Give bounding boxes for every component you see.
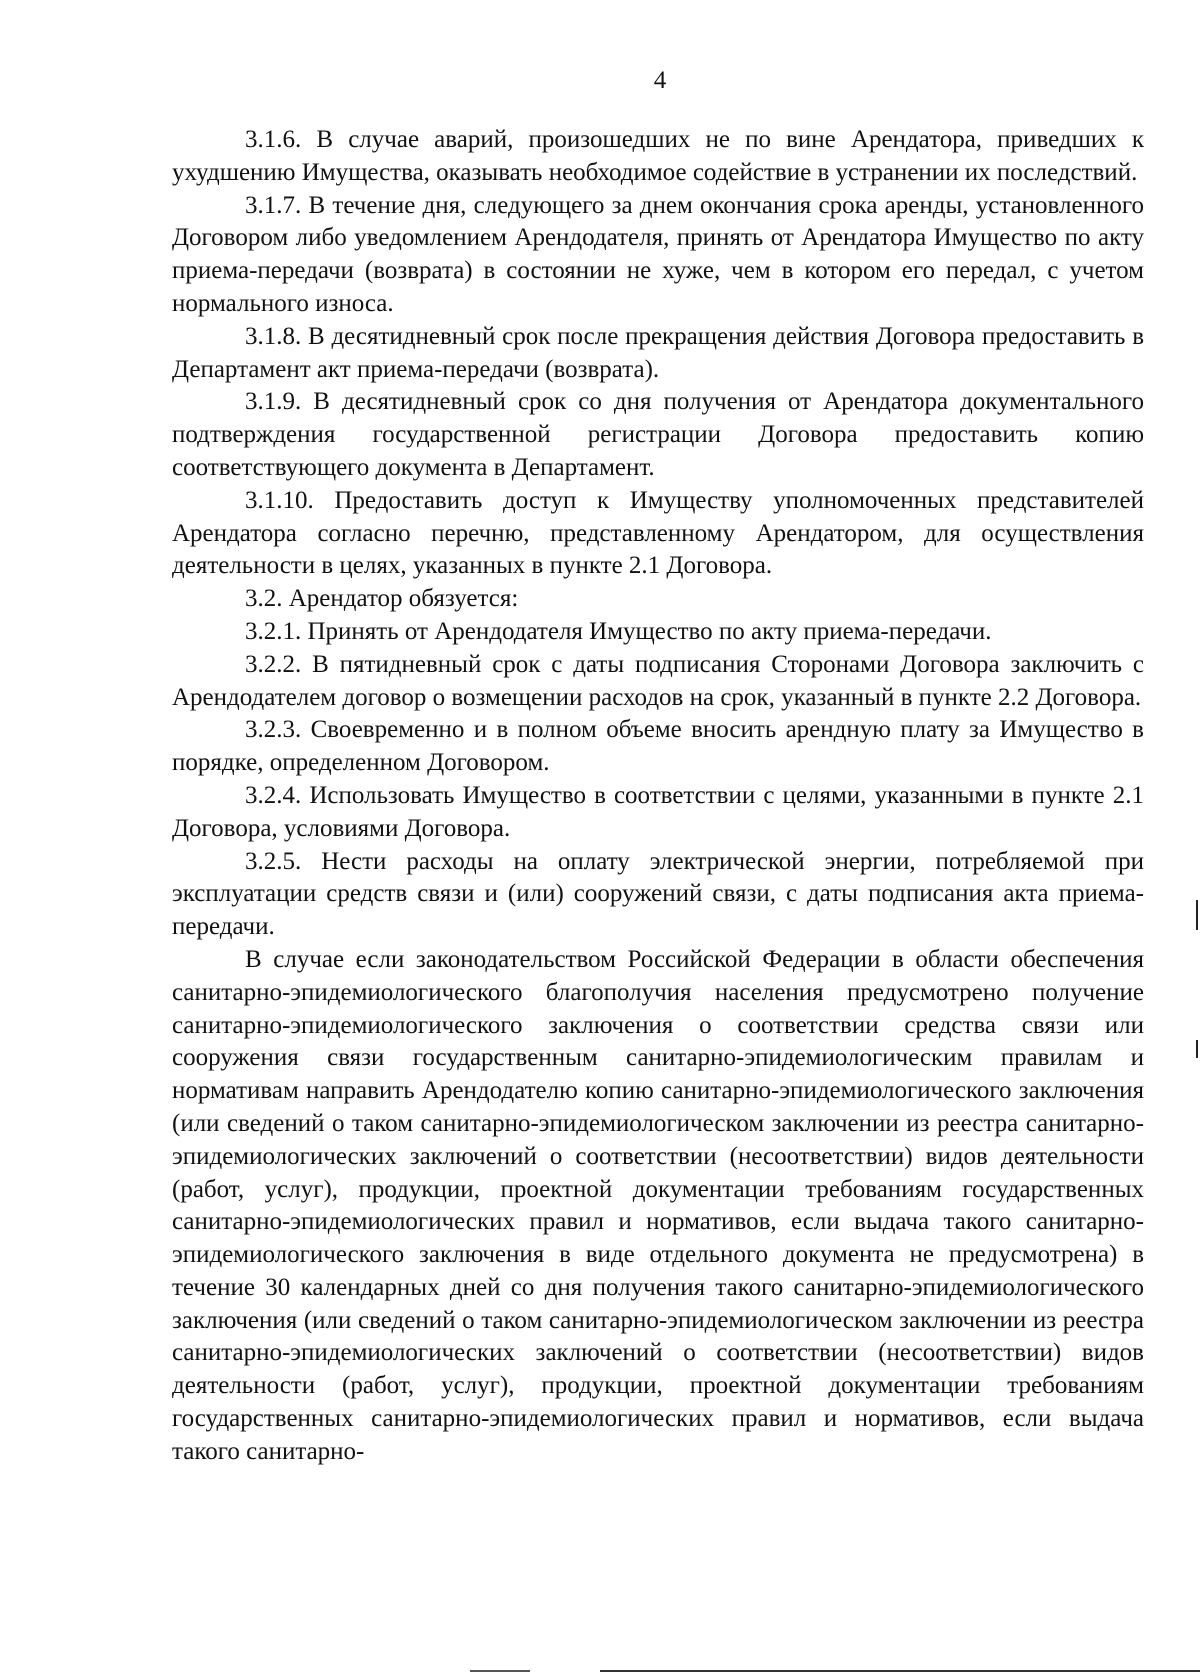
paragraph-3-2: 3.2. Арендатор обязуется: [245,585,519,613]
paragraph-3-2-3: 3.2.3. Своевременно и в полном объеме вносить арендную плату за Имущество в порядке, определенном Договором. [172,716,1144,777]
paragraph-3-2-1: 3.2.1. Принять от Арендодателя Имущество по акту приема-передачи. [245,617,992,645]
scan-artifact-bottom-dash [470,1670,530,1672]
paragraph-3-1-9: 3.1.9. В десятидневный срок со дня получения от Арендатора документального подтверждения государственной регистрации Договора предоставить копию соответствующего документа в Департамент. [172,388,1144,481]
scan-artifact-bottom-line [600,1670,1200,1672]
page-number: 4 [653,67,667,94]
scan-artifact-right-2 [1196,1040,1198,1058]
document-body [172,124,1144,1469]
scan-artifact-right-1 [1196,900,1198,930]
paragraph-3-2-5: 3.2.5. Нести расходы на оплату электрической энергии, потребляемой при эксплуатации средств связи и (или) сооружений связи, с даты подписания акта приема-передачи. [172,847,1144,941]
paragraph-3-2-4: 3.2.4. Использовать Имущество в соответствии с целями, указанными в пункте 2.1 Договора, условиями Договора. [172,781,1144,842]
paragraph-3-1-7: 3.1.7. В течение дня, следующего за днем окончания срока аренды, установленного Договором либо уведомлением Арендодателя, принять от Арендатора Имущество по акту приема-передачи (возврата) в состоянии не хуже, чем в котором его передал, с учетом нормального износа. [172,191,1144,317]
paragraph-sanitary-conclusion: В случае если законодательством Российской Федерации в области обеспечения санитарно-эпидемиологического благополучия населения предусмотрено получение санитарно-эпидемиологического заключения о соответствии средства связи или сооружения связи государственным санитарно-эпидемиологическим правилам и нормативам направить Арендодателю копию санитарно-эпидемиологического заключения (или сведений о таком санитарно-эпидемиологическом заключении из реестра санитарно-эпидемиологических заключений о соответствии (несоответствии) видов деятельности (работ, услуг), продукции, проектной документации требованиям государственных санитарно-эпидемиологических правил и нормативов, если выдача такого санитарно-эпидемиологического заключения в виде отдельного документа не предусмотрена) в течение 30 календарных дней со дня получения такого санитарно-эпидемиологического заключения (или сведений о таком санитарно-эпидемиологическом заключении из реестра санитарно-эпидемиологических заключений о соответствии (несоответствии) видов деятельности (работ, услуг), продукции, проектной документации требованиям государственных санитарно-эпидемиологических правил и нормативов, если выдача такого санитарно- [172,945,1144,1465]
paragraph-3-1-10: 3.1.10. Предоставить доступ к Имуществу уполномоченных представителей Арендатора согласно перечню, представленному Арендатором, для осуществления деятельности в целях, указанных в пункте 2.1 Договора. [172,486,1144,580]
paragraph-3-2-2: 3.2.2. В пятидневный срок с даты подписания Сторонами Договора заключить с Арендодателем договор о возмещении расходов на срок, указанный в пункте 2.2 Договора. [172,650,1144,711]
paragraph-3-1-6: 3.1.6. В случае аварий, произошедших не по вине Арендатора, приведших к ухудшению Имущества, оказывать необходимое содействие в устранении их последствий. [172,126,1144,186]
paragraph-3-1-8: 3.1.8. В десятидневный срок после прекращения действия Договора предоставить в Департамент акт приема-передачи (возврата). [172,322,1144,383]
